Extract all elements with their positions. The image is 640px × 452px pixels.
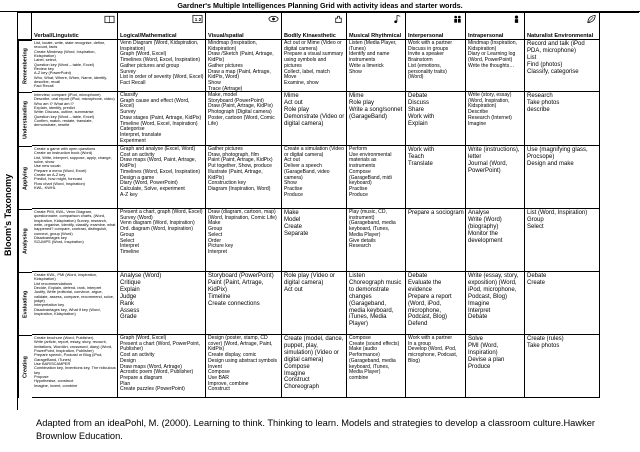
cell-analysing-bodily: Make Model Create Separate <box>282 209 347 272</box>
cell-analysing-naturalist: List (Word, Inspiration) Group Select <box>525 209 600 272</box>
cell-analysing-verbal: Create PMI, KWL, Venn Diagram, questionnaire, comparison charts, (Word, Inspiration, Kidspiration) Survey, research, write, organise, identify, classify, examine, what happened? compare, contrast, distinguish, connect, group (Word) Disadvantages key SCUMPS (Word, Inspiration) <box>32 209 118 272</box>
person-icon <box>511 14 522 24</box>
cell-evaluating-intrapersonal: Write (essay, story, exposition) (Word, iPod, microphone, Podcast, Blog) Imagine Interpret Debate <box>466 272 525 335</box>
cell-creating-verbal: Create brochure (Word, Publisher) Write (article, report, essay, story, recount, invitations, WordArt, crossword, diary) (Word, PowerPoint, Inspiration, Publisher) Prepare speech, Podcast or Blog (iPod, GarageBand, iTunes) Use BAR/SCAMPER Combination key, Inventions key, The ridiculous key Propose Hypothesise, construct Imagine, invent, combine <box>32 335 118 398</box>
header-logical: 1 2 Logical/Mathematical <box>118 13 206 40</box>
cell-remembering-visual: Mindmap (Inspiration, Kidspiration) Draw /Sketch (Paint, Artrage, KidPix) Gather pictures Draw a map (Paint, Artrage, KidPix, Word) Show Trace (Artrage) <box>206 40 282 92</box>
cell-creating-bodily: Create (model, dance, puppet, play, simulation) (Video or digital camera) Compose Imagine Construct Choreograph <box>282 335 347 398</box>
cell-analysing-logical: Present a chart, graph (Word, Excel) Survey (Word) Venn diagram (Word, Inspiration) Ord. diagram (Word, Inspiration) Group Select Interpret Timeline <box>118 209 206 272</box>
cell-creating-interpersonal: Work with a partner In a group Develop (Word, iPod, microphone, Podcast, Blog) <box>406 335 466 398</box>
cell-evaluating-interpersonal: Debate Evaluate the evidence Prepare a report (Word, iPod, microphone, Podcast, Blog) Defend <box>406 272 466 335</box>
cell-applying-visual: Gather pictures Draw, photograph, film Paint (Paint, Artrage, KidPix) Put together, Show, produce Illustrate (Paint, Artrage, KidPix) Construction key Diagram (Inspiration, Word) <box>206 146 282 209</box>
cell-understanding-musical: Mime Role play Write a song/sonnet (GarageBand) <box>347 92 406 146</box>
people-icon <box>452 14 463 24</box>
row-label-applying: Applying <box>18 146 32 209</box>
music-note-icon <box>392 14 403 24</box>
source-caption: Adapted from an ideaPohl, M. (2000). Learning to think. Thinking to learn. Models and strategies to develop a classroom culture.Hawker Brownlow Education. <box>36 418 595 441</box>
cell-remembering-interpersonal: Work with a partner Discuss in groups Invite a speaker Brainstorm List (emotions, personality traits) (Word) <box>406 40 466 92</box>
cell-understanding-logical: Classify Graph cause and effect (Word, Excel) Survey Draw stages (Paint, Artrage, KidPix) Timeline (Word, Excel, Inspiration) Categorise Interpret, translate Experiment <box>118 92 206 146</box>
cell-remembering-bodily: Act out or Mime (Video or digital camera) Prepare a visual summary using symbols and pictures Collect, label, match Move Examine, show <box>282 40 347 92</box>
row-label-evaluating: Evaluating <box>18 272 32 335</box>
header-verbal: Verbal/Linguistic <box>32 13 118 40</box>
cell-creating-logical: Graph (Word, Excel) Present a chart (Word, PowerPoint, Publisher) Cost an activity Design Draw maps (Word, Artrage) Acrostic poem (Word, Publisher) Prepare a diagram Plan Create puzzles (PowerPoint) <box>118 335 206 398</box>
cell-understanding-verbal: Interview, compare (iPod, microphone) Describe, oral report (iPod, microphone, video) Who am I? What am I? Explain, identify, predict Write: Discuss, outline, summarise Question key (Word – table, Excel) Confirm, match, restate, translate, demonstrate, rewrite <box>32 92 118 146</box>
cell-evaluating-musical: Listen Choreograph music to demonstrate changes (Garageband, media keyboard, iTunes, Media Player) <box>347 272 406 335</box>
cell-remembering-musical: Listen (Media Player, iTunes) Identify and name instruments Write a limerick Show <box>347 40 406 92</box>
cell-understanding-visual: Make, model Storyboard (PowerPoint) Draw (Paint, Artrage, KidPix) Photograph (Digital camera) Poster, cartoon (Word, Comic Life) <box>206 92 282 146</box>
blooms-taxonomy-label: Bloom's Taxonomy <box>3 174 13 256</box>
planning-grid <box>17 12 639 410</box>
cell-analysing-intrapersonal: Analyse Write (Word) (biography) Monitor the development <box>466 209 525 272</box>
cell-creating-naturalist: Create (rules) Take photos <box>525 335 600 398</box>
cell-applying-intrapersonal: Write (instructions), letter Journal (Word, PowerPoint) <box>466 146 525 209</box>
header-interpersonal: Interpersonal <box>406 13 466 40</box>
header-bodily: Bodily Kinaesthetic <box>282 13 347 40</box>
row-label-creating: Creating <box>18 335 32 398</box>
cell-analysing-musical: Play (music, CD, instrument) (Garageband, media keyboard, iTunes, Media Player) Give details Research <box>347 209 406 272</box>
cell-understanding-interpersonal: Debate Discuss Share Work with Explain <box>406 92 466 146</box>
cell-remembering-intrapersonal: Mindmap (Inspiration, Kidspiration) Diary or Learning log (Word, PowerPoint) Write the thoughts… <box>466 40 525 92</box>
numbers-icon <box>192 14 203 24</box>
cell-understanding-intrapersonal: Write (story, essay) (Word, Inspiration, Kidspiration) Describe Research (Internet) Imagine <box>466 92 525 146</box>
header-intrapersonal: Intrapersonal <box>466 13 525 40</box>
header-musical: Musical Rhythmical <box>347 13 406 40</box>
cell-applying-interpersonal: Work with Teach Translate <box>406 146 466 209</box>
row-label-remembering: Remembering <box>18 40 32 92</box>
cell-applying-verbal: Create a game with open questions Create an instruction book (Word) List, Write, interpret, suppose, apply, change, solve, show Use new vocab Prepare a menu (Word, Excel) Create an A-Z key Predict, how might, forecast Flow chart (Word, Inspiration) KWL, KWHL <box>32 146 118 209</box>
cell-creating-intrapersonal: Solve PMI (Word, Inspiration) Devise a plan Produce <box>466 335 525 398</box>
header-visual: Visual/spatial <box>206 13 282 40</box>
leaf-icon <box>586 14 597 24</box>
cell-applying-naturalist: Use (magnifying glass, Procsope) Design and make <box>525 146 600 209</box>
cell-understanding-bodily: Mime Act out Role play Demonstrate (Video or digital camera) <box>282 92 347 146</box>
cell-applying-logical: Graph and analyse (Excel, Word) Cost an activity Draw maps (Word, Paint, Artrage, KidPix) Timelines (Word, Excel, Inspiration) Design a game Diary (Word, PowerPoint) Calculate, Solve, experiment A-Z key <box>118 146 206 209</box>
cell-evaluating-logical: Analyse (Word) Critique Explain Judge Rank Assess Grade <box>118 272 206 335</box>
cell-evaluating-bodily: Role play (Video or digital camera) Act out <box>282 272 347 335</box>
header-naturalist: Naturalist Environmental <box>525 13 600 40</box>
cell-remembering-naturalist: Record and talk (iPod PDA, microphone) List Find (photos) Classify, categorise <box>525 40 600 92</box>
cell-applying-musical: Perform Use environmental materials as instruments Compose (GarageBand, midi keyboard) Practise Produce <box>347 146 406 209</box>
cell-creating-visual: Design (poster, stamp, CD cover) (Word, Artrage, Paint, KidPix) Create display, comic Design using abstract symbols Invent Compose Use BAR Improve, combine Construct <box>206 335 282 398</box>
row-label-analysing: Analysing <box>18 209 32 272</box>
cell-understanding-naturalist: Research Take photos describe <box>525 92 600 146</box>
cell-evaluating-visual: Storyboard (PowerPoint) Paint (Paint, Artrage, KidPix) Timeline Create connections <box>206 272 282 335</box>
cell-creating-musical: Compose Create (sound effects) Make (audio Performance) (Garageband, media keyboard, iTunes, Media Player) combine <box>347 335 406 398</box>
book-icon <box>104 14 115 24</box>
cell-applying-bodily: Create a simulation (Video or digital camera) Act out Deliver a speech (GarageBand, video camera) Show Practise Produce <box>282 146 347 209</box>
corner-cell <box>18 13 32 40</box>
cell-remembering-logical: Venn Diagram (Word, Kidspiration, Inspiration) Graph (Word, Excel) Timelines (Word, Excel, Inspiration) Gather pictures and group Survey List in order of severity (Word, Excel) Fact Recall <box>118 40 206 92</box>
svg-text:1 2: 1 2 <box>194 16 202 22</box>
cell-analysing-visual: Draw (diagram, cartoon, map) (Word, Inspiration, Comic Life) Make Group Select Order Picture key Interpret <box>206 209 282 272</box>
eye-icon <box>268 14 279 24</box>
cell-evaluating-naturalist: Debate Create <box>525 272 600 335</box>
cell-evaluating-verbal: Create KWL, PMI (Word, Inspiration, Kidspiration) List recommendations Decide, Explain, defend, rank, interpret Justify, Write (editorial, convince, argue, validate, assess, compare, recommend, solve, judge) Interpretation key Disadvantages key, What if key (Word, Inspiration, Kidspiration) <box>32 272 118 335</box>
hand-icon <box>333 14 344 24</box>
cell-analysing-interpersonal: Prepare a sociogram <box>406 209 466 272</box>
cell-remembering-verbal: List, locate, write, state recognise, define, recount, facts Create Mindmap (Word, Inspiration, Kidspiration) Label, select, Question key (Word – table, Excel) Review key A-Z key (PowerPoint) Who, What, Where, When, Name, identify, describe, recall Fact Recall <box>32 40 118 92</box>
page-title: Gardner's Multiple Intelligences Planning Grid with activity ideas and starter words. <box>0 0 640 12</box>
row-label-understanding: Understanding <box>18 92 32 146</box>
